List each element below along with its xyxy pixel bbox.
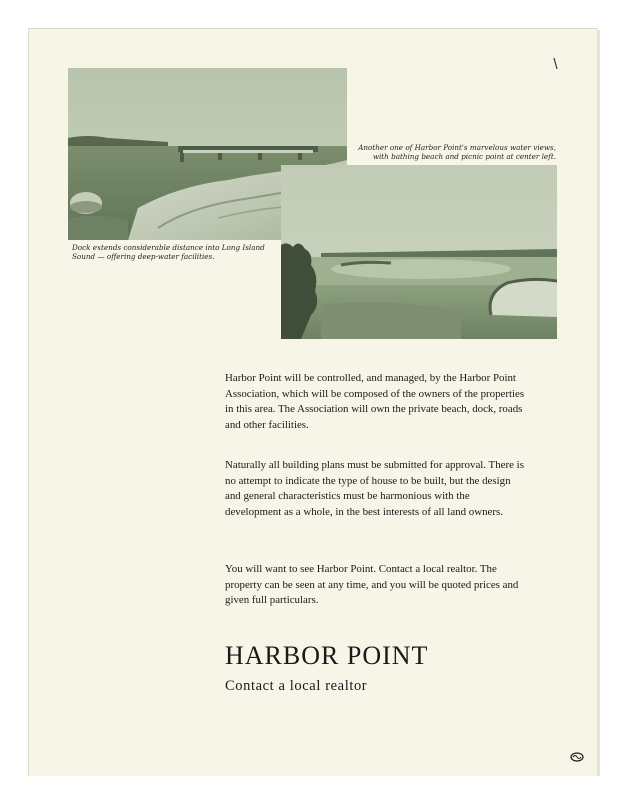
building-plans-paragraph: Naturally all building plans must be submitted for approval. There is no attempt to indicate the type of house to be built, but the design and general characteristics must be harmonious with the development as a whole, in the best interests of all land owners. (225, 459, 524, 518)
water-view-photo (281, 165, 557, 339)
printer-mark-icon (570, 752, 584, 762)
contact-paragraph: You will want to see Harbor Point. Contact a local realtor. The property can be seen at any time, and you will be quoted prices and given full particulars. (225, 563, 519, 606)
brand-name: HARBOR POINT (225, 641, 429, 670)
brand-tagline: Contact a local realtor (225, 678, 368, 694)
water-view-caption: Another one of Harbor Point's marvelous water views, with bathing beach and picnic point at center left. (358, 143, 556, 162)
page-edge (597, 30, 600, 776)
dock-caption: Dock extends considerable distance into Long Island Sound — offering deep-water facilities. (72, 243, 265, 262)
pencil-mark-icon (553, 58, 559, 70)
association-paragraph: Harbor Point will be controlled, and managed, by the Harbor Point Association, which will be composed of the owners of the properties in this area. The Association will own the private beach, dock, roads and other facilities. (225, 372, 525, 431)
